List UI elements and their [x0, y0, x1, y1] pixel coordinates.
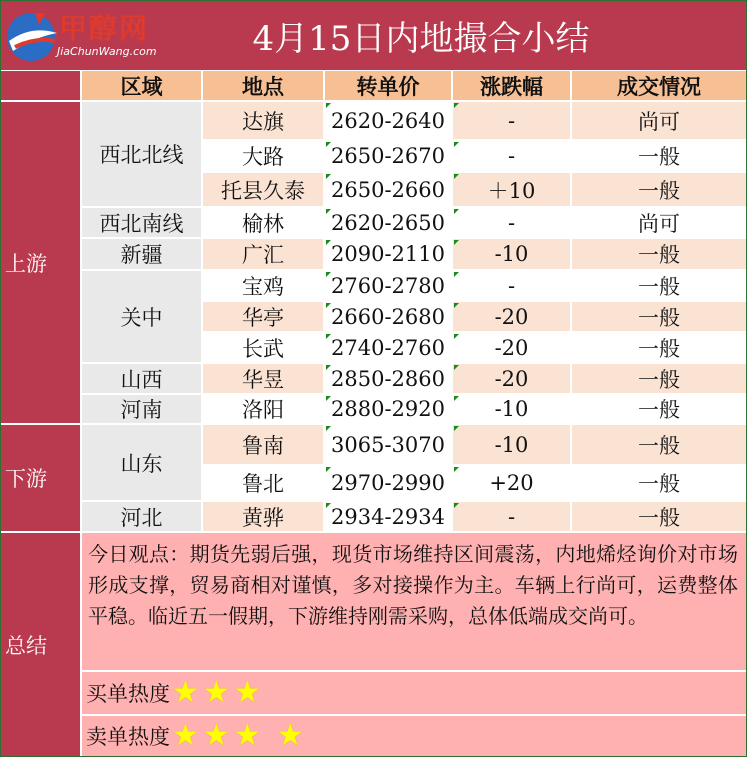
cell-marker-icon [454, 103, 459, 108]
status-cell: 一般 [572, 395, 746, 423]
place-cell: 华昱 [203, 364, 323, 393]
cell-marker-icon [326, 240, 331, 245]
cell-marker-icon [326, 426, 331, 431]
cell-marker-icon [326, 396, 331, 401]
place-cell: 广汇 [203, 239, 323, 269]
region-cell: 关中 [82, 271, 201, 362]
status-cell: 一般 [572, 141, 746, 171]
col-header-price: 转单价 [325, 71, 451, 100]
cell-marker-icon [326, 142, 331, 147]
price-cell: 2620-2640 [325, 102, 451, 139]
price-cell: 2970-2990 [325, 466, 451, 500]
place-cell: 大路 [203, 141, 323, 171]
change-cell: -20 [453, 364, 570, 393]
price-cell: 2090-2110 [325, 239, 451, 269]
cell-marker-icon [454, 303, 459, 308]
star-icon: ★ [233, 675, 261, 710]
price-cell: 2660-2680 [325, 302, 451, 331]
price-cell: 2650-2660 [325, 173, 451, 206]
change-cell: - [453, 102, 570, 139]
cell-marker-icon [454, 467, 459, 472]
star-icon: ★ [172, 718, 199, 753]
section-downstream: 下游 [1, 425, 80, 531]
col-header-region: 区域 [82, 71, 201, 100]
buy-heat-row [82, 672, 746, 714]
status-cell: 一般 [572, 271, 746, 300]
place-cell: 洛阳 [203, 395, 323, 423]
cell-marker-icon [326, 503, 331, 508]
star-icon: ★ [233, 718, 261, 753]
cell-marker-icon [326, 365, 331, 370]
section-summary: 总结 [1, 533, 80, 756]
place-cell: 华亭 [203, 302, 323, 331]
status-cell: 一般 [572, 466, 746, 500]
summary-text: 今日观点：期货先弱后强，现货市场维持区间震荡，内地烯烃询价对市场形成支撑，贸易商相对谨慎，多对接操作为主。车辆上行尚可，运费整体平稳。临近五一假期，下游维持刚需采购，总体低端成交尚可。 [88, 542, 738, 628]
price-cell: 2620-2650 [325, 208, 451, 237]
region-cell: 山东 [82, 425, 201, 500]
summary-text-box [82, 533, 746, 670]
change-cell: -20 [453, 333, 570, 362]
logo [5, 7, 155, 63]
price-cell: 2740-2760 [325, 333, 451, 362]
region-cell: 新疆 [82, 239, 201, 269]
price-cell: 2650-2670 [325, 141, 451, 171]
status-cell: 一般 [572, 333, 746, 362]
status-cell: 一般 [572, 502, 746, 531]
place-cell: 黄骅 [203, 502, 323, 531]
change-cell: -10 [453, 239, 570, 269]
change-cell: -10 [453, 425, 570, 464]
cell-marker-icon [454, 174, 459, 179]
buy-heat-label: 买单热度 [86, 682, 170, 706]
place-cell: 鲁南 [203, 425, 323, 464]
cell-marker-icon [454, 426, 459, 431]
logo-globe-icon [5, 7, 61, 63]
change-cell: - [453, 271, 570, 300]
price-cell: 2934-2934 [325, 502, 451, 531]
col-header-status: 成交情况 [572, 71, 746, 100]
sell-heat-label: 卖单热度 [86, 725, 170, 749]
status-cell: 一般 [572, 173, 746, 206]
status-cell: 尚可 [572, 208, 746, 237]
price-cell: 2880-2920 [325, 395, 451, 423]
buy-heat-stars [172, 675, 265, 710]
region-cell: 西北南线 [82, 208, 201, 237]
cell-marker-icon [326, 334, 331, 339]
place-cell: 托县久泰 [203, 173, 323, 206]
price-cell: 3065-3070 [325, 425, 451, 464]
place-cell: 榆林 [203, 208, 323, 237]
price-cell: 2760-2780 [325, 271, 451, 300]
header-corner [1, 71, 80, 100]
cell-marker-icon [326, 467, 331, 472]
logo-chinese: 甲醇网 [59, 12, 150, 45]
region-cell: 河北 [82, 502, 201, 531]
price-cell: 2850-2860 [325, 364, 451, 393]
cell-marker-icon [454, 240, 459, 245]
cell-marker-icon [326, 209, 331, 214]
change-cell: -10 [453, 395, 570, 423]
cell-marker-icon [326, 303, 331, 308]
page-title: 4月15日内地撮合小结 [252, 19, 590, 59]
sell-heat-stars [172, 718, 308, 753]
cell-marker-icon [454, 272, 459, 277]
star-icon: ★ [276, 718, 304, 753]
cell-marker-icon [454, 142, 459, 147]
change-cell: - [453, 502, 570, 531]
cell-marker-icon [326, 272, 331, 277]
logo-english: JiaChunWang.com [57, 45, 157, 58]
region-cell: 山西 [82, 364, 201, 393]
status-cell: 一般 [572, 364, 746, 393]
status-cell: 一般 [572, 302, 746, 331]
place-cell: 宝鸡 [203, 271, 323, 300]
sell-heat-row [82, 716, 746, 756]
star-icon: ★ [202, 675, 230, 710]
cell-marker-icon [454, 209, 459, 214]
place-cell: 达旗 [203, 102, 323, 139]
status-cell: 尚可 [572, 102, 746, 139]
status-cell: 一般 [572, 425, 746, 464]
place-cell: 长武 [203, 333, 323, 362]
change-cell: -20 [453, 302, 570, 331]
star-icon: ★ [202, 718, 230, 753]
change-cell: - [453, 141, 570, 171]
cell-marker-icon [326, 103, 331, 108]
cell-marker-icon [454, 334, 459, 339]
region-cell: 河南 [82, 395, 201, 423]
cell-marker-icon [454, 396, 459, 401]
place-cell: 鲁北 [203, 466, 323, 500]
col-header-place: 地点 [203, 71, 323, 100]
section-upstream: 上游 [1, 102, 80, 423]
change-cell: - [453, 208, 570, 237]
change-cell: ＋10 [453, 173, 570, 206]
change-cell: +20 [453, 466, 570, 500]
cell-marker-icon [326, 174, 331, 179]
col-header-change: 涨跌幅 [453, 71, 570, 100]
region-cell: 西北北线 [82, 102, 201, 206]
star-icon: ★ [172, 675, 199, 710]
status-cell: 一般 [572, 239, 746, 269]
cell-marker-icon [454, 365, 459, 370]
cell-marker-icon [454, 503, 459, 508]
